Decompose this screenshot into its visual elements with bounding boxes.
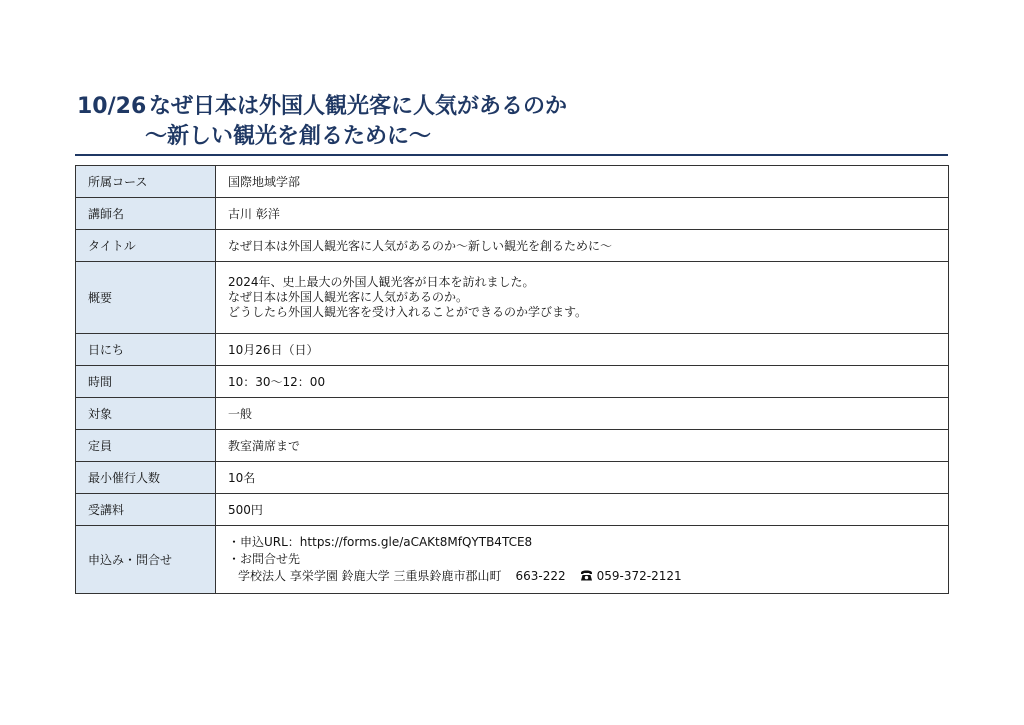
- table-row-fee: [76, 494, 949, 526]
- value-summary: [216, 262, 949, 334]
- value-lecture-title: なぜ日本は外国人観光客に人気があるのか〜新しい観光を創るために〜: [216, 230, 949, 262]
- table-row-contact: [76, 526, 949, 594]
- inquiry-heading: ・お問合せ先: [228, 552, 301, 566]
- label-min-participants: 最小催行人数: [76, 462, 216, 494]
- label-date: 日にち: [76, 334, 216, 366]
- table-row-title: [76, 230, 949, 262]
- inquiry-details: [228, 568, 936, 585]
- contact-phone[interactable]: 059-372-2121: [596, 569, 682, 583]
- table-row-capacity: [76, 430, 949, 462]
- value-contact: [216, 526, 949, 594]
- event-date-heading: 10/26: [77, 94, 147, 119]
- label-summary: 概要: [76, 262, 216, 334]
- value-fee: 500円: [216, 494, 949, 526]
- summary-line-1: 2024年、史上最大の外国人観光客が日本を訪れました。: [228, 275, 535, 289]
- label-contact: 申込み・問合せ: [76, 526, 216, 594]
- label-time: 時間: [76, 366, 216, 398]
- label-course: 所属コース: [76, 166, 216, 198]
- table-row-target: [76, 398, 949, 430]
- info-table: [75, 165, 949, 594]
- title-subtitle: 〜新しい観光を創るために〜: [145, 124, 432, 149]
- phone-icon: [580, 570, 593, 581]
- title-divider: [75, 154, 948, 156]
- table-row-date: [76, 334, 949, 366]
- label-lecture-title: タイトル: [76, 230, 216, 262]
- label-target: 対象: [76, 398, 216, 430]
- value-target: 一般: [216, 398, 949, 430]
- value-date: 10月26日（日）: [216, 334, 949, 366]
- value-course: 国際地域学部: [216, 166, 949, 198]
- table-row-course: [76, 166, 949, 198]
- summary-line-3: どうしたら外国人観光客を受け入れることができるのか学びます。: [228, 305, 588, 319]
- table-row-lecturer: [76, 198, 949, 230]
- table-row-time: [76, 366, 949, 398]
- label-fee: 受講料: [76, 494, 216, 526]
- title-main-text: なぜ日本は外国人観光客に人気があるのか: [149, 94, 568, 119]
- summary-line-2: なぜ日本は外国人観光客に人気があるのか。: [228, 290, 469, 304]
- table-row-summary: [76, 262, 949, 334]
- contact-address: 学校法人 享栄学園 鈴鹿大学 三重県鈴鹿市郡山町: [238, 569, 502, 583]
- label-capacity: 定員: [76, 430, 216, 462]
- value-capacity: 教室満席まで: [216, 430, 949, 462]
- title-block: [77, 92, 949, 152]
- value-min-participants: 10名: [216, 462, 949, 494]
- table-row-min-participants: [76, 462, 949, 494]
- application-url[interactable]: ・申込URL：https://forms.gle/aCAKt8MfQYTB4TCE8: [228, 535, 533, 549]
- label-lecturer: 講師名: [76, 198, 216, 230]
- title-line-1: [77, 92, 949, 122]
- value-lecturer: 古川 彰洋: [216, 198, 949, 230]
- contact-postal-code: 663-222: [515, 569, 566, 583]
- value-time: 10：30〜12：00: [216, 366, 949, 398]
